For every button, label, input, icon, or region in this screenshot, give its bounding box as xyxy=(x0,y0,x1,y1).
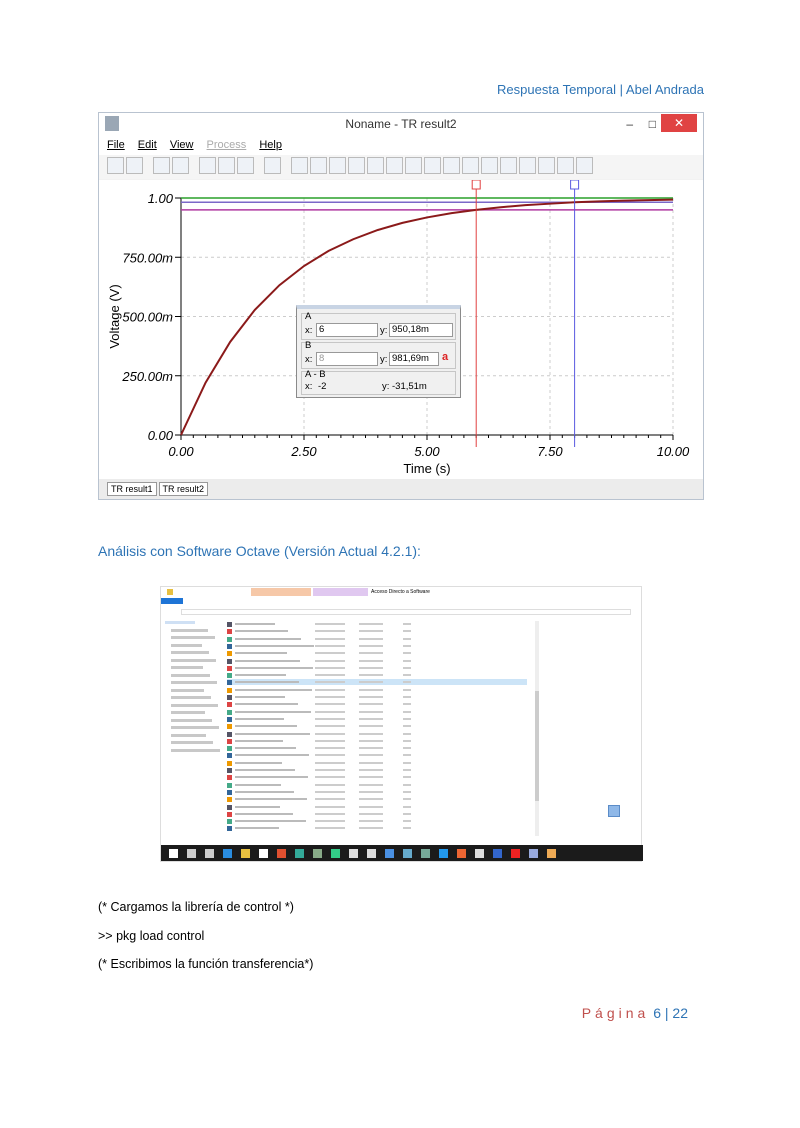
file-row[interactable] xyxy=(227,752,527,758)
taskbar-icon[interactable] xyxy=(187,849,196,858)
toolbar-button[interactable] xyxy=(237,157,254,174)
toolbar-button[interactable] xyxy=(500,157,517,174)
toolbar-button[interactable] xyxy=(424,157,441,174)
y-tick-label: 500.00m xyxy=(122,309,173,325)
file-row[interactable] xyxy=(227,738,527,744)
taskbar-icon[interactable] xyxy=(493,849,502,858)
toolbar-button[interactable] xyxy=(199,157,216,174)
cursor-b-group xyxy=(301,342,456,369)
tab-tr-result2[interactable]: TR result2 xyxy=(159,482,209,496)
toolbar-button[interactable] xyxy=(557,157,574,174)
nav-item[interactable] xyxy=(171,629,208,632)
taskbar-icon[interactable] xyxy=(331,849,340,858)
file-row[interactable] xyxy=(227,804,527,810)
file-row[interactable] xyxy=(227,658,527,664)
x-label: x: xyxy=(305,354,313,365)
nav-item[interactable] xyxy=(171,636,215,639)
nav-item[interactable] xyxy=(171,734,206,737)
y-tick-label: 750.00m xyxy=(122,250,173,266)
file-row[interactable] xyxy=(227,745,527,751)
file-row[interactable] xyxy=(227,636,527,642)
taskbar-icon[interactable] xyxy=(421,849,430,858)
x-tick-label: 7.50 xyxy=(537,444,563,459)
tab-tr-result1[interactable]: TR result1 xyxy=(107,482,157,496)
taskbar-icon[interactable] xyxy=(313,849,322,858)
taskbar-icon[interactable] xyxy=(349,849,358,858)
toolbar-button[interactable] xyxy=(218,157,235,174)
taskbar-icon[interactable] xyxy=(403,849,412,858)
title-bar xyxy=(99,113,703,135)
address-bar[interactable] xyxy=(181,609,631,615)
file-row[interactable] xyxy=(227,672,527,678)
toolbar-button[interactable] xyxy=(405,157,422,174)
toolbar-button[interactable] xyxy=(538,157,555,174)
file-row[interactable] xyxy=(227,687,527,693)
nav-item[interactable] xyxy=(171,674,210,677)
y-label: y: xyxy=(380,325,388,336)
file-row[interactable] xyxy=(227,796,527,802)
file-row[interactable] xyxy=(227,694,527,700)
file-row[interactable] xyxy=(227,701,527,707)
taskbar-icon[interactable] xyxy=(439,849,448,858)
file-row[interactable] xyxy=(227,789,527,795)
toolbar-button[interactable] xyxy=(126,157,143,174)
page-word: Página xyxy=(581,1005,650,1021)
window-title: Noname - TR result2 xyxy=(345,117,457,131)
diff-group xyxy=(301,371,456,395)
cursor-a-handle xyxy=(472,180,480,189)
toolbar-button[interactable] xyxy=(367,157,384,174)
code-comment-2: (* Escribimos la función transferencia*) xyxy=(98,957,314,971)
toolbar-button[interactable] xyxy=(310,157,327,174)
cursor-b-y-field[interactable]: 981,69m xyxy=(389,352,439,366)
x-axis-label: Time (s) xyxy=(403,461,451,476)
file-row[interactable] xyxy=(227,716,527,722)
nav-item[interactable] xyxy=(171,681,217,684)
nav-item[interactable] xyxy=(171,719,212,722)
y-axis-label: Voltage (V) xyxy=(107,284,122,349)
file-tab[interactable] xyxy=(161,598,183,604)
nav-item[interactable] xyxy=(165,621,195,624)
cursor-b-handle xyxy=(571,180,579,189)
toolbar xyxy=(99,155,703,179)
file-row[interactable] xyxy=(227,643,527,649)
cursor-a-group xyxy=(301,313,456,340)
y-tick-label: 250.00m xyxy=(122,368,173,384)
nav-item[interactable] xyxy=(171,726,219,729)
taskbar-icon[interactable] xyxy=(259,849,268,858)
folder-icon xyxy=(167,589,173,595)
x-tick-label: 5.00 xyxy=(414,444,440,459)
toolbar-button[interactable] xyxy=(264,157,281,174)
desktop-icon xyxy=(608,805,620,817)
toolbar-button[interactable] xyxy=(172,157,189,174)
nav-item[interactable] xyxy=(171,659,216,662)
toolbar-button[interactable] xyxy=(462,157,479,174)
toolbar-button[interactable] xyxy=(443,157,460,174)
menu-view[interactable]: View xyxy=(169,139,194,151)
y-label: y: xyxy=(382,381,390,392)
diff-x-value: -2 xyxy=(318,381,327,392)
swap-cursor-button[interactable]: a xyxy=(442,351,449,363)
code-command: >> pkg load control xyxy=(98,929,205,943)
scrollbar[interactable] xyxy=(535,621,539,836)
navigation-pane xyxy=(161,621,221,836)
y-label: y: xyxy=(380,354,388,365)
file-row[interactable] xyxy=(227,760,527,766)
diff-y-value: -31,51m xyxy=(392,381,427,392)
taskbar-icon[interactable] xyxy=(367,849,376,858)
file-row[interactable] xyxy=(227,825,527,831)
taskbar-icon[interactable] xyxy=(295,849,304,858)
y-tick-label: 0.00 xyxy=(147,428,173,443)
file-row[interactable] xyxy=(227,628,527,634)
nav-item[interactable] xyxy=(171,644,202,647)
toolbar-button[interactable] xyxy=(481,157,498,174)
page-number: 6 xyxy=(653,1005,661,1021)
file-row[interactable] xyxy=(227,665,527,671)
toolbar-button[interactable] xyxy=(576,157,593,174)
file-list xyxy=(227,621,527,836)
file-row[interactable] xyxy=(227,774,527,780)
file-row[interactable] xyxy=(227,621,527,627)
section-heading: Análisis con Software Octave (Versión Actual 4.2.1): xyxy=(98,543,421,559)
toolbar-button[interactable] xyxy=(386,157,403,174)
windows-taskbar xyxy=(161,845,643,861)
nav-item[interactable] xyxy=(171,749,220,752)
explorer-title: Acceso Directo a Software xyxy=(371,589,430,595)
taskbar-icon[interactable] xyxy=(547,849,556,858)
taskbar-icon[interactable] xyxy=(385,849,394,858)
cursor-a-label: A xyxy=(305,311,312,322)
ribbon-tab-purple xyxy=(313,588,368,596)
taskbar-icon[interactable] xyxy=(205,849,214,858)
nav-item[interactable] xyxy=(171,666,203,669)
file-explorer-screenshot xyxy=(160,586,642,862)
diff-label: A - B xyxy=(305,369,326,380)
taskbar-icon[interactable] xyxy=(169,849,178,858)
page-total: 22 xyxy=(672,1005,688,1021)
menu-bar xyxy=(99,135,703,155)
x-tick-label: 0.00 xyxy=(168,444,194,459)
page-header: Respuesta Temporal | Abel Andrada xyxy=(497,82,704,97)
nav-item[interactable] xyxy=(171,711,205,714)
file-row[interactable] xyxy=(227,811,527,817)
maximize-icon[interactable]: □ xyxy=(648,117,656,131)
taskbar-icon[interactable] xyxy=(511,849,520,858)
cursor-b-label: B xyxy=(305,340,312,351)
file-row[interactable] xyxy=(227,679,527,685)
menu-help[interactable]: Help xyxy=(259,139,282,151)
taskbar-icon[interactable] xyxy=(475,849,484,858)
close-icon[interactable]: ✕ xyxy=(661,114,697,132)
x-tick-label: 2.50 xyxy=(291,444,317,459)
file-row[interactable] xyxy=(227,723,527,729)
minimize-icon[interactable]: – xyxy=(626,117,633,131)
code-comment-1: (* Cargamos la librería de control *) xyxy=(98,900,294,914)
taskbar-icon[interactable] xyxy=(241,849,250,858)
file-row[interactable] xyxy=(227,709,527,715)
app-icon xyxy=(105,116,119,131)
cursor-a-x-field[interactable]: 6 xyxy=(316,323,378,337)
file-row[interactable] xyxy=(227,650,527,656)
ribbon-tab-orange xyxy=(251,588,311,596)
x-tick-label: 10.00 xyxy=(656,444,690,459)
nav-item[interactable] xyxy=(171,704,218,707)
file-row[interactable] xyxy=(227,818,527,824)
taskbar-icon[interactable] xyxy=(223,849,232,858)
taskbar-icon[interactable] xyxy=(529,849,538,858)
explorer-ribbon xyxy=(161,587,643,597)
toolbar-button[interactable] xyxy=(348,157,365,174)
taskbar-icon[interactable] xyxy=(457,849,466,858)
cursor-readout-dialog xyxy=(296,305,461,398)
toolbar-button[interactable] xyxy=(153,157,170,174)
toolbar-button[interactable] xyxy=(291,157,308,174)
taskbar-icon[interactable] xyxy=(277,849,286,858)
toolbar-button[interactable] xyxy=(519,157,536,174)
result-tabs xyxy=(99,479,703,499)
nav-item[interactable] xyxy=(171,689,204,692)
file-row[interactable] xyxy=(227,731,527,737)
toolbar-button[interactable] xyxy=(329,157,346,174)
y-tick-label: 1.00 xyxy=(147,191,173,206)
nav-item[interactable] xyxy=(171,741,213,744)
file-row[interactable] xyxy=(227,767,527,773)
page-sep: | xyxy=(664,1005,669,1021)
x-label: x: xyxy=(305,381,313,392)
x-label: x: xyxy=(305,325,313,336)
menu-file[interactable]: File xyxy=(107,139,125,151)
file-row[interactable] xyxy=(227,782,527,788)
toolbar-button[interactable] xyxy=(107,157,124,174)
nav-item[interactable] xyxy=(171,651,209,654)
cursor-a-y-field[interactable]: 950,18m xyxy=(389,323,453,337)
cursor-b-x-field[interactable]: 8 xyxy=(316,352,378,366)
menu-edit[interactable]: Edit xyxy=(137,139,157,151)
page-footer xyxy=(582,1005,688,1021)
nav-item[interactable] xyxy=(171,696,211,699)
menu-process[interactable]: Process xyxy=(206,139,247,151)
